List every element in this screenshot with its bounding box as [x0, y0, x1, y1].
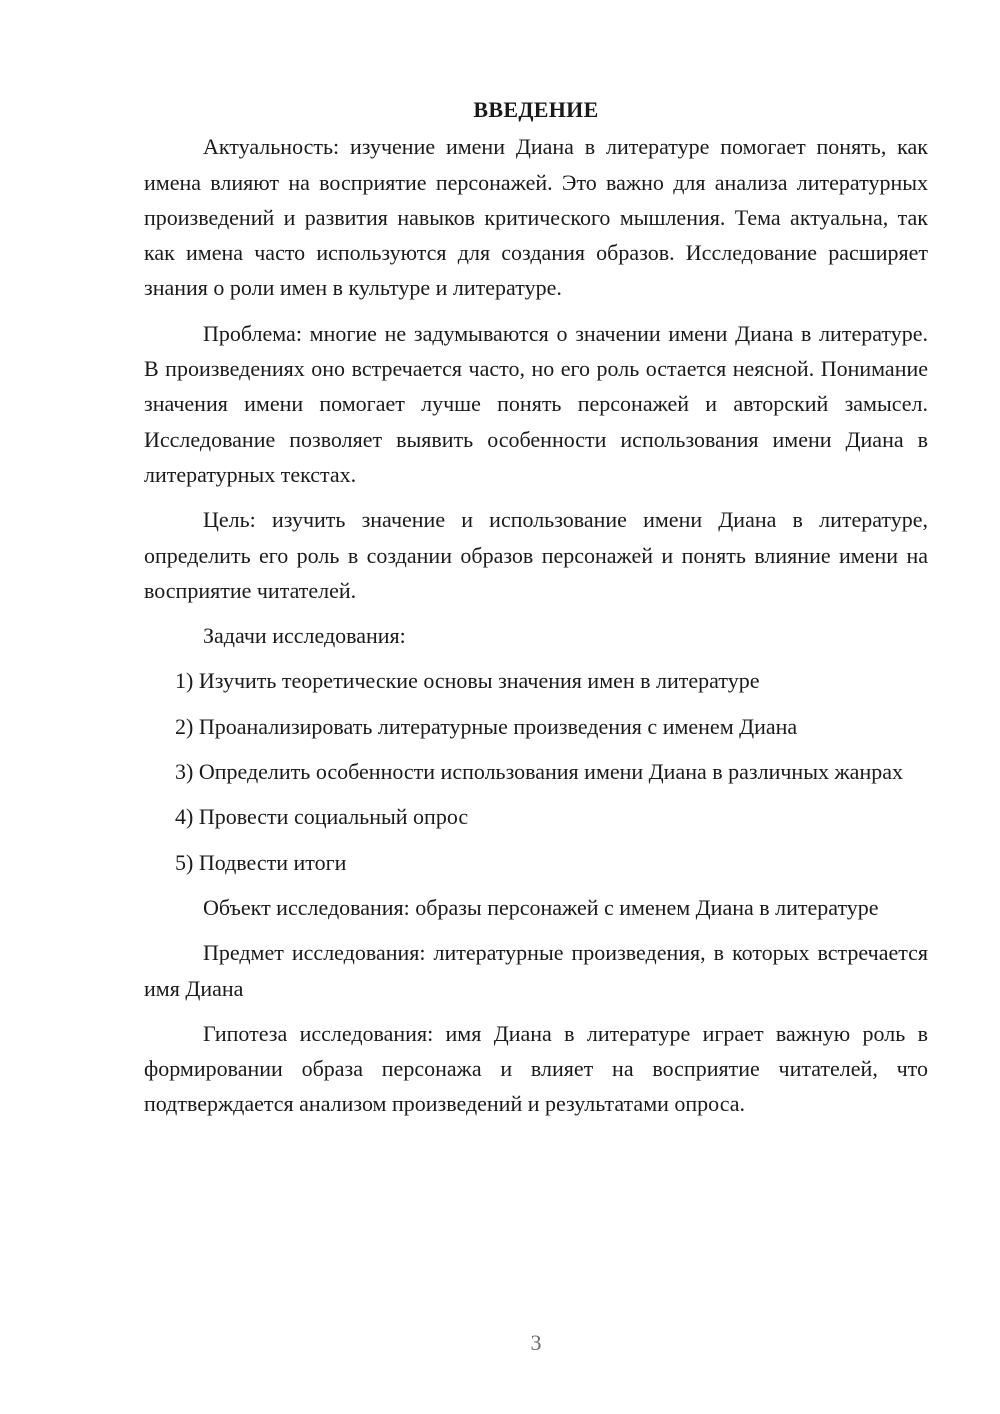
page-number: 3 — [530, 1330, 542, 1355]
task-item-2: 2) Проанализировать литературные произведения с именем Диана — [175, 713, 798, 739]
task-item-4: 4) Провести социальный опрос — [175, 804, 469, 830]
page-content — [144, 92, 928, 1132]
paragraph-subject: Предмет исследования: литературные произведения, в которых встречается имя Диана — [144, 940, 928, 1001]
paragraph-object: Объект исследования: образы персонажей с именем Диана в литературе — [203, 894, 879, 920]
paragraph-hypothesis: Гипотеза исследования: имя Диана в литературе играет важную роль в формировании образа персонажа и влияет на восприятие читателей, что подтверждается анализом произведений и результатами опроса. — [144, 1020, 928, 1117]
section-heading: ВВЕДЕНИЕ — [473, 97, 599, 122]
paragraph-problem: Проблема: многие не задумываются о значении имени Диана в литературе. В произведениях оно встречается часто, но его роль остается неясной. Понимание значения имени помогает лучше понять персонажей и авторский замысел. Исследование позволяет выявить особенности использования имени Диана в литературных текстах. — [144, 320, 928, 487]
task-item-3: 3) Определить особенности использования имени Диана в различных жанрах — [175, 759, 903, 785]
paragraph-goal: Цель: изучить значение и использование имени Диана в литературе, определить его роль в создании образов персонажей и понять влияние имени на восприятие читателей. — [144, 507, 928, 603]
task-item-5: 5) Подвести итоги — [175, 849, 347, 875]
paragraph-tasks-intro: Задачи исследования: — [203, 623, 406, 649]
task-item-1: 1) Изучить теоретические основы значения имен в литературе — [175, 668, 760, 694]
paragraph-relevance: Актуальность: изучение имени Диана в литературе помогает понять, как имена влияют на восприятие персонажей. Это важно для анализа литературных произведений и развития навыков критического мышления. Тема актуальна, так как имена часто используются для создания образов. Исследование расширяет знания о роли имен в культуре и литературе. — [144, 134, 928, 301]
